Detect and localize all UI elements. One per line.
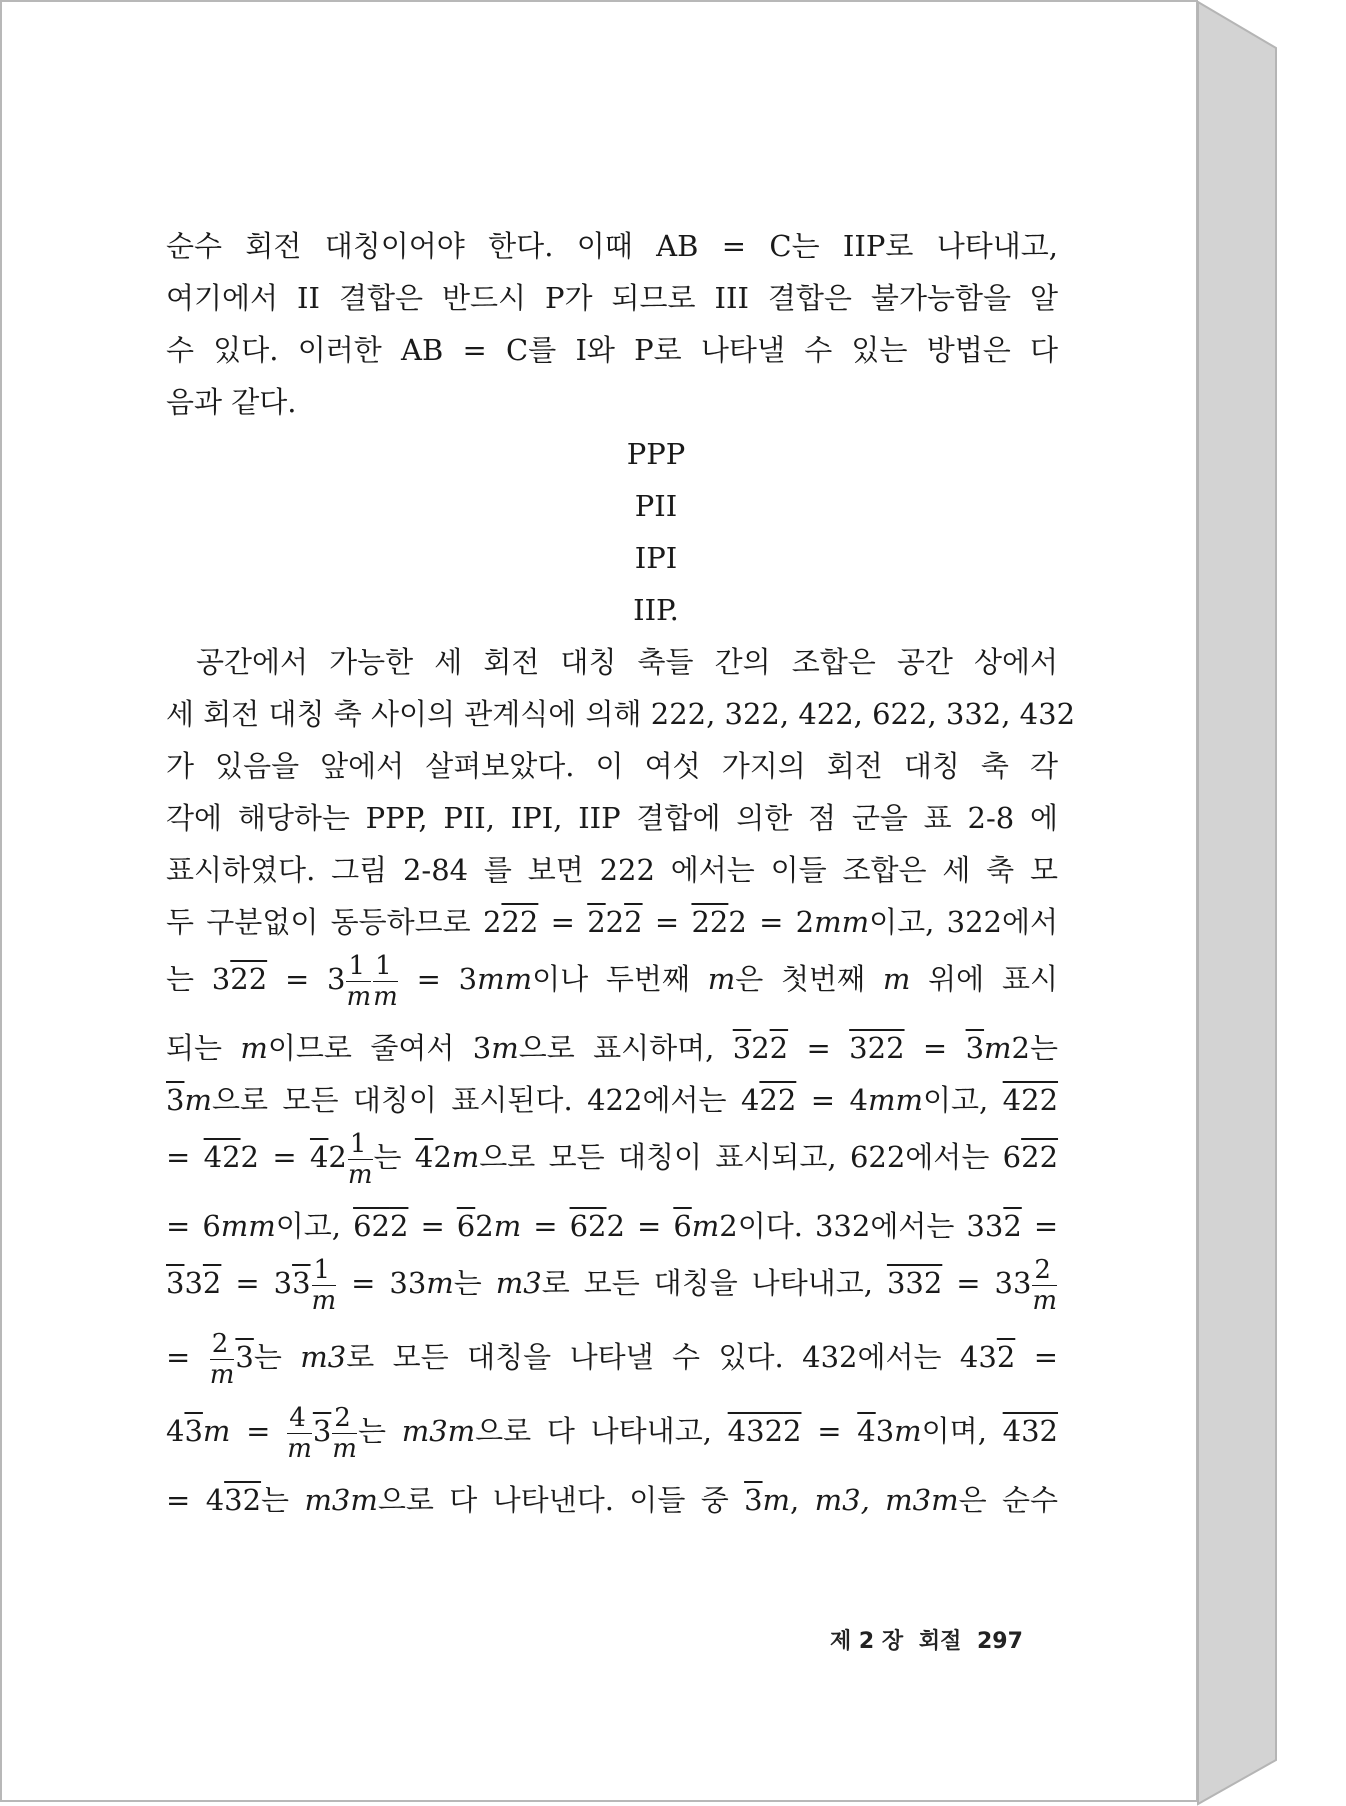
text-line: = 6mm이고, 622 = 62m = 622 = 6m2이다. 332에서는 332 = <box>166 1209 1059 1243</box>
spine-side <box>1198 2 1276 1804</box>
fraction-4-over-m: $\frac{4}{m}$ <box>287 1402 312 1464</box>
chapter-label: 제 2 장 <box>830 1629 904 1654</box>
text-line: 공간에서 가능한 세 회전 대칭 축들 간의 조합은 공간 상에서 <box>196 645 1058 679</box>
combination-ipi: IPI <box>634 541 678 575</box>
page-number: 297 <box>977 1629 1023 1654</box>
text-segment: 두 구분없이 동등하므로 <box>166 905 471 939</box>
text-line: 표시하였다. 그림 2-84 를 보면 222 에서는 이들 조합은 세 축 모 <box>166 853 1058 887</box>
text-line: 3m으로 모든 대칭이 표시된다. 422에서는 422 = 4mm이고, 422 <box>166 1083 1059 1117</box>
math-expression: 222 = 222 = 222 = 2mm이고, 322에서 <box>482 905 1059 939</box>
fraction-2-over-m: $\frac{2}{m}$ <box>1032 1254 1058 1316</box>
text-line: 가 있음을 앞에서 살펴보았다. 이 여섯 가지의 회전 대칭 축 각 <box>166 749 1058 783</box>
text-line-422-fraction: = 422 = 42 $\frac{1}{m}$ 는 42m으로 모든 대칭이 표시되고, 622에서는 622 <box>166 1128 1059 1190</box>
text-line: 순수 회전 대칭이어야 한다. 이때 AB = C는 IIP로 나타내고, <box>166 229 1058 263</box>
section-label: 회절 <box>918 1629 962 1654</box>
text-line-m3-fraction: = $\frac{2}{m}$ 3는 m3로 모든 대칭을 나타낼 수 있다. 432에서는 432 = <box>166 1328 1059 1390</box>
text-line: 수 있다. 이러한 AB = C를 I와 P로 나타낼 수 있는 방법은 다 <box>166 333 1058 367</box>
text-line: = 432는 m3m으로 다 나타낸다. 이들 중 3m, m3, m3m은 순수 <box>166 1483 1059 1517</box>
fraction-1-over-m: $\frac{1}{m}$ <box>373 950 398 1012</box>
fraction-1-over-m: $\frac{1}{m}$ <box>311 1254 337 1316</box>
math-expression: 322 = 3 $\frac{1}{m}$ $\frac{1}{m}$ = 3mm <box>211 950 533 1012</box>
fraction-2-over-m: $\frac{2}{m}$ <box>332 1402 357 1464</box>
combination-pii: PII <box>634 489 678 523</box>
text-line-332-fraction: 332 = 33 $\frac{1}{m}$ = 33m는 m3로 모든 대칭을 나타내고, 332 = 33 $\frac{2}{m}$ <box>166 1254 1058 1316</box>
text-line: 음과 같다. <box>166 385 297 419</box>
combination-iip: IIP. <box>633 593 679 627</box>
text-line: 세 회전 대칭 축 사이의 관계식에 의해 222, 322, 422, 622, 332, 432 <box>166 697 1076 731</box>
fraction-1-over-m: $\frac{1}{m}$ <box>346 950 372 1012</box>
text-line-222-equivalence <box>166 896 1058 948</box>
text-line: 되는 m이므로 줄여서 3m으로 표시하며, 322 = 322 = 3m2는 <box>166 1031 1059 1065</box>
fraction-2-over-m: $\frac{2}{m}$ <box>209 1328 235 1390</box>
combination-ppp: PPP <box>626 437 686 471</box>
body-text <box>166 220 1076 1526</box>
text-line-432-fraction: 43m = $\frac{4}{m}$ 3 $\frac{2}{m}$ 는 m3m으로 다 나타내고, 4322 = 43m이며, 432 <box>166 1402 1059 1464</box>
page-footer <box>822 1624 1023 1655</box>
text-line: 여기에서 II 결합은 반드시 P가 되므로 III 결합은 불가능함을 알 <box>166 281 1058 315</box>
text-line: 각에 해당하는 PPP, PII, IPI, IIP 결합에 의한 점 군을 표 2-8 에 <box>166 801 1058 835</box>
fraction-1-over-m: $\frac{1}{m}$ <box>347 1128 373 1190</box>
text-line-322-fraction: 는 322 = 3 $\frac{1}{m}$ $\frac{1}{m}$ = 3mm이나 두번째 m은 첫번째 m 위에 표시 <box>166 950 1058 1012</box>
